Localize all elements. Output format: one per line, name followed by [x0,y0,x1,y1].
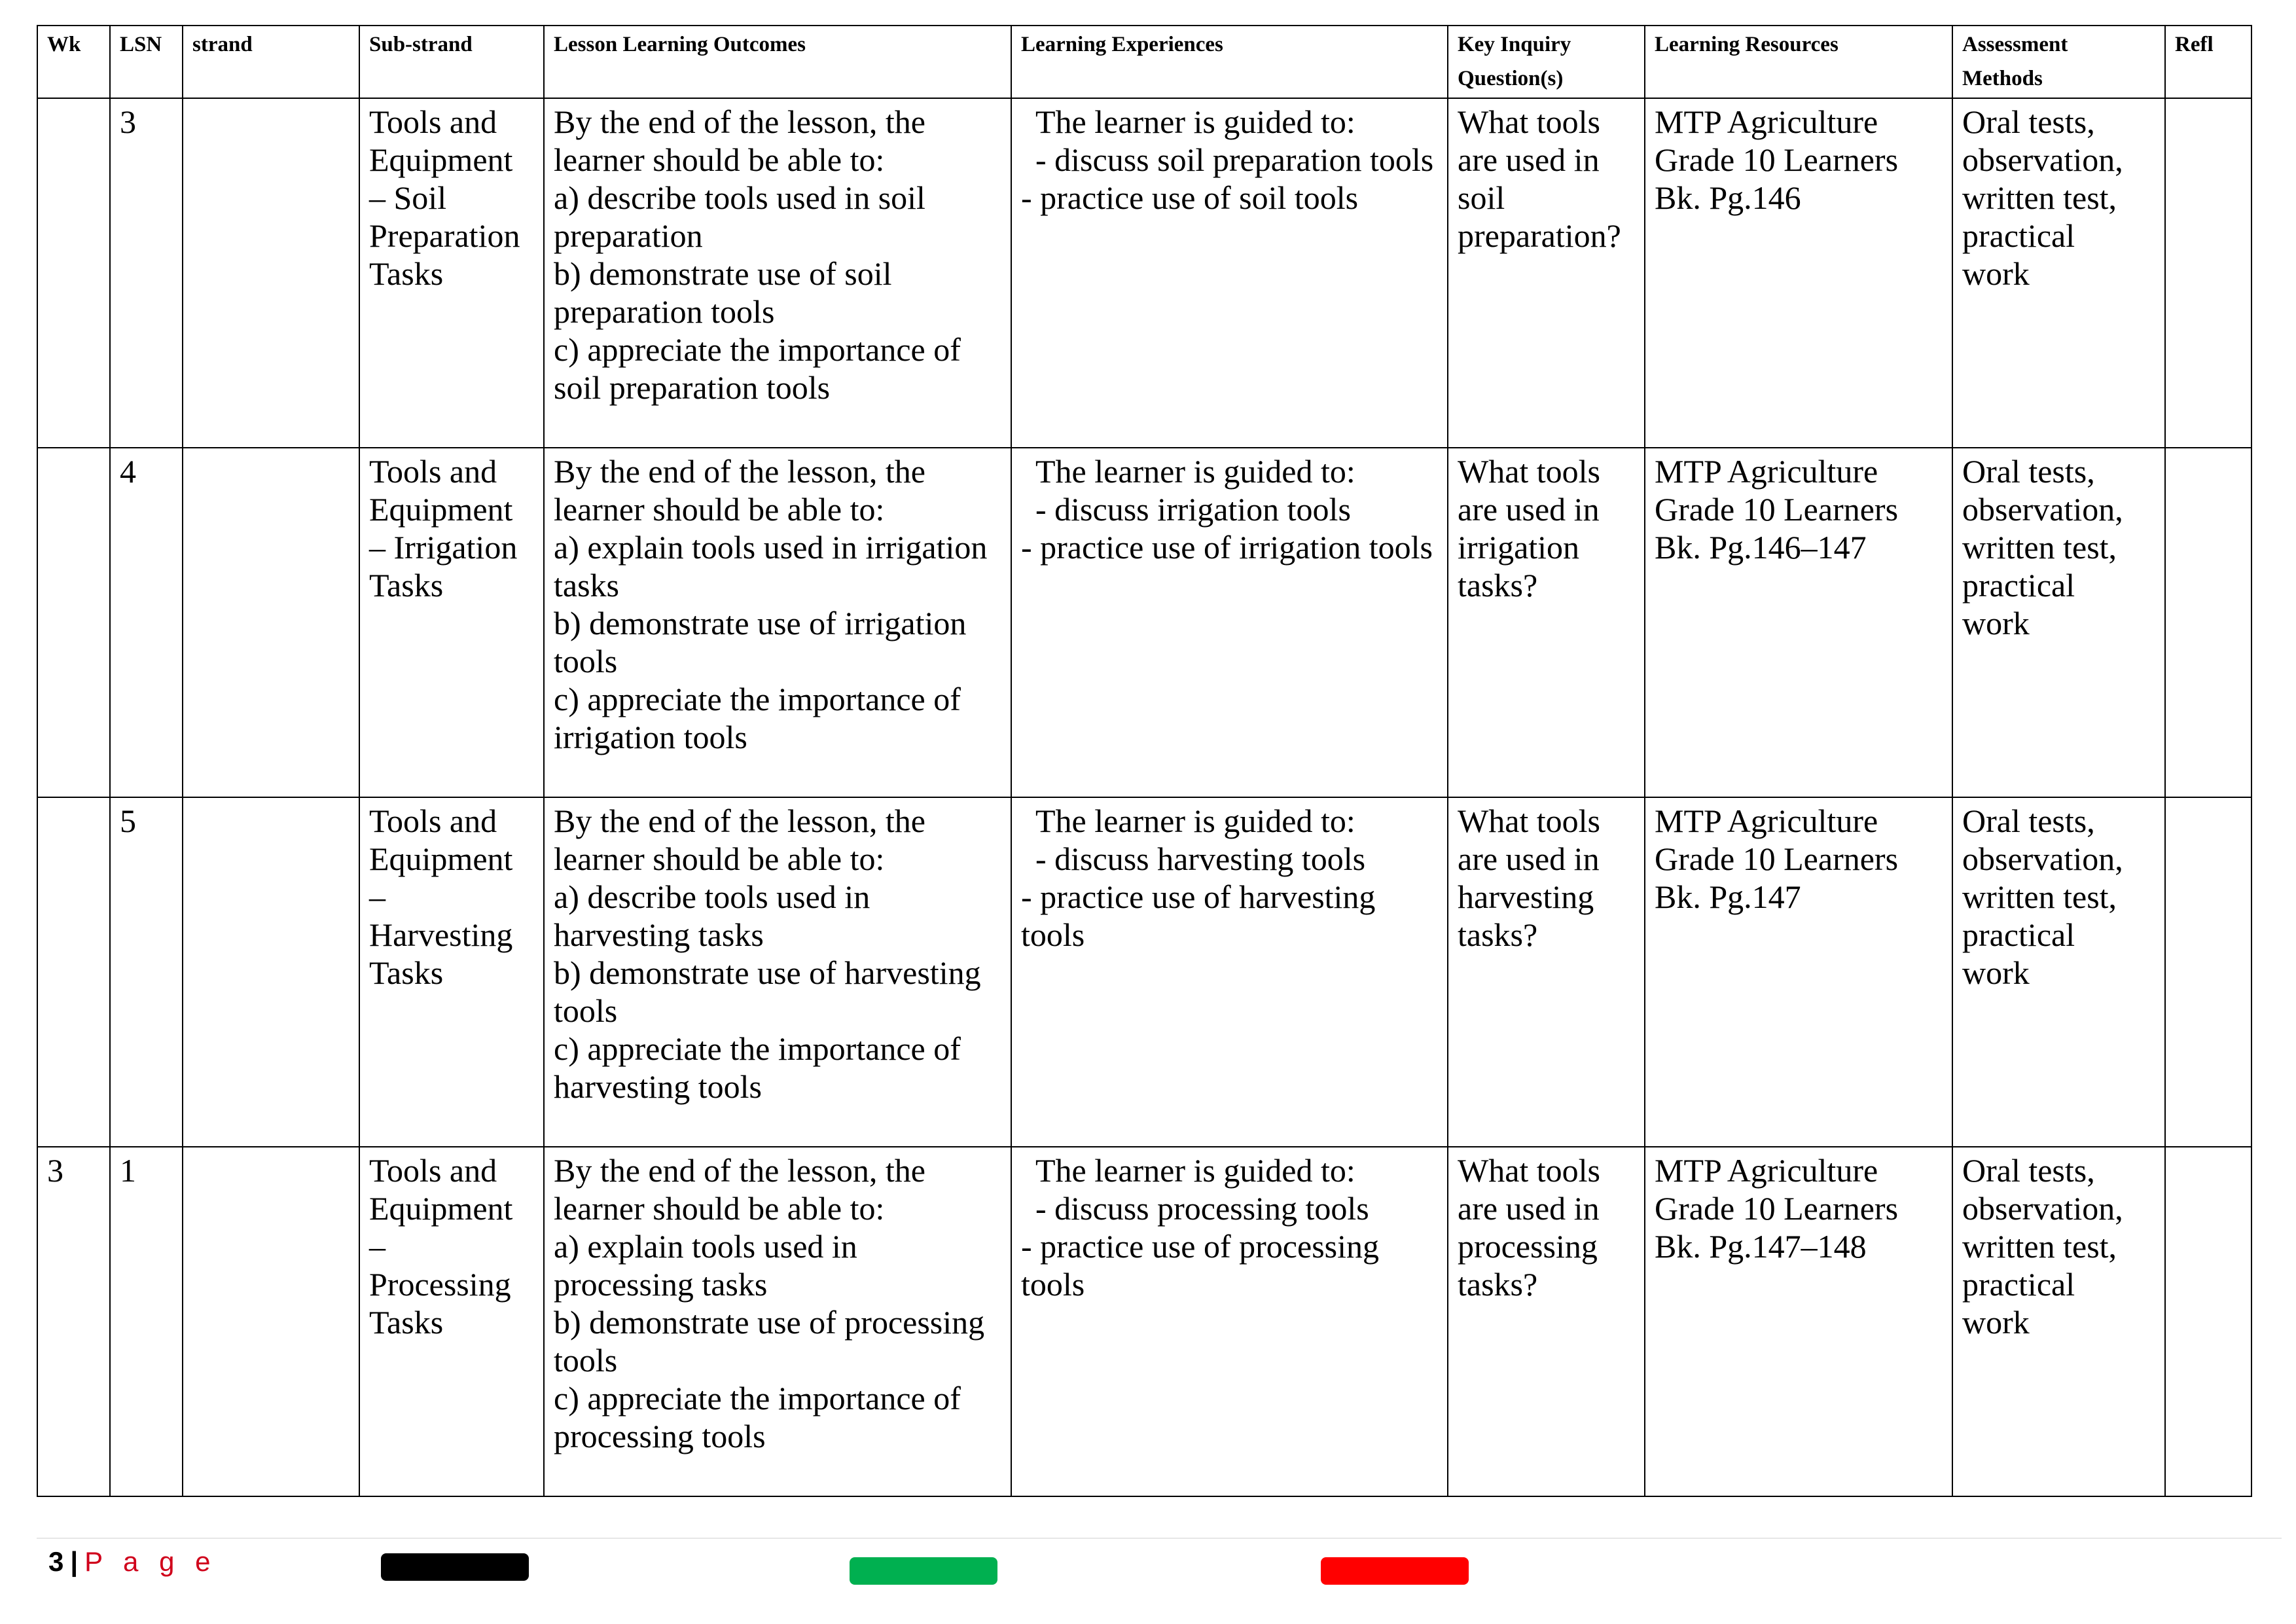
cell-strand [183,448,359,797]
outcomes-line: b) demonstrate use of irrigation [554,605,967,641]
header-resources: Learning Resources [1645,26,1952,98]
experiences-line: - discuss irrigation tools [1035,491,1351,528]
inquiry-line: What tools [1458,1152,1601,1189]
cell-wk [37,448,110,797]
outcomes-line: soil preparation tools [554,369,831,406]
outcomes-line: a) describe tools used in [554,878,870,915]
outcomes-line: processing tools [554,1418,766,1454]
cell-assessment [1952,98,2165,448]
substrand-line: Tools and [369,803,497,839]
cell-outcomes [544,797,1011,1147]
resources-line: MTP Agriculture [1655,1152,1878,1189]
outcomes-line: harvesting tasks [554,916,764,953]
experiences-line: The learner is guided to: [1035,453,1355,490]
cell-strand [183,98,359,448]
experiences-line: - discuss soil preparation tools [1035,141,1434,178]
footer-divider [37,1538,2282,1539]
inquiry-line: are used in [1458,1190,1600,1227]
header-wk: Wk [37,26,110,98]
header-lsn: LSN [110,26,183,98]
outcomes-line: a) describe tools used in soil [554,179,925,216]
outcomes-line: By the end of the lesson, the [554,453,925,490]
assessment-line: observation, [1962,491,2123,528]
resources-line: MTP Agriculture [1655,803,1878,839]
header-substrand: Sub-strand [359,26,544,98]
table-row [37,98,2251,448]
table-row [37,448,2251,797]
experiences-line: - practice use of irrigation tools [1021,529,1433,566]
header-assessment-line2: Methods [1962,67,2043,90]
substrand-line: Tasks [369,1304,444,1341]
outcomes-line: a) explain tools used in [554,1228,857,1265]
experiences-line: tools [1021,1266,1085,1303]
inquiry-line: What tools [1458,803,1601,839]
assessment-line: Oral tests, [1962,1152,2095,1189]
resources-line: Grade 10 Learners [1655,491,1899,528]
resources-line: Grade 10 Learners [1655,141,1899,178]
cell-assessment [1952,797,2165,1147]
cell-refl [2165,448,2251,797]
substrand-line: – [369,1228,386,1265]
cell-inquiry [1448,1147,1645,1496]
inquiry-line: soil [1458,179,1505,216]
table-body [37,98,2251,1496]
inquiry-line: preparation? [1458,217,1621,254]
resources-line: Bk. Pg.147–148 [1655,1228,1867,1265]
experiences-line: - practice use of soil tools [1021,179,1359,216]
outcomes-line: c) appreciate the importance of [554,1380,961,1416]
header-refl: Refl [2165,26,2251,98]
cell-strand [183,1147,359,1496]
experiences-line: - practice use of processing [1021,1228,1379,1265]
cell-resources [1645,797,1952,1147]
assessment-line: work [1962,954,2030,991]
experiences-line: - discuss harvesting tools [1035,840,1366,877]
header-experiences: Learning Experiences [1011,26,1448,98]
substrand-line: Tasks [369,954,444,991]
cell-refl [2165,1147,2251,1496]
header-inquiry [1448,26,1645,98]
substrand-line: Processing [369,1266,511,1303]
cell-resources [1645,98,1952,448]
cell-experiences [1011,448,1448,797]
substrand-line: – Soil [369,179,447,216]
table-row [37,1147,2251,1496]
outcomes-line: By the end of the lesson, the [554,103,925,140]
outcomes-line: preparation tools [554,293,775,330]
outcomes-line: tools [554,643,618,679]
resources-line: Grade 10 Learners [1655,1190,1899,1227]
table-row [37,797,2251,1147]
outcomes-line: c) appreciate the importance of [554,331,961,368]
substrand-line: Tools and [369,453,497,490]
assessment-line: work [1962,605,2030,641]
assessment-line: Oral tests, [1962,803,2095,839]
inquiry-line: tasks? [1458,1266,1538,1303]
substrand-line: Equipment [369,840,513,877]
cell-inquiry [1448,797,1645,1147]
substrand-line: – Irrigation [369,529,518,566]
outcomes-line: learner should be able to: [554,141,885,178]
outcomes-line: By the end of the lesson, the [554,803,925,839]
experiences-line: - practice use of harvesting [1021,878,1376,915]
assessment-line: written test, [1962,1228,2117,1265]
resources-line: MTP Agriculture [1655,453,1878,490]
assessment-line: work [1962,1304,2030,1341]
substrand-line: Equipment [369,491,513,528]
cell-strand [183,797,359,1147]
substrand-line: Tools and [369,1152,497,1189]
page-footer [48,1542,217,1581]
black-bar [381,1553,529,1581]
inquiry-line: processing [1458,1228,1598,1265]
page-separator: | [70,1546,79,1577]
outcomes-line: By the end of the lesson, the [554,1152,925,1189]
cell-resources [1645,1147,1952,1496]
substrand-line: Equipment [369,141,513,178]
outcomes-line: a) explain tools used in irrigation [554,529,988,566]
cell-wk [37,797,110,1147]
inquiry-line: are used in [1458,141,1600,178]
green-bar [850,1557,997,1585]
cell-experiences [1011,98,1448,448]
experiences-line: The learner is guided to: [1035,103,1355,140]
outcomes-line: tools [554,1342,618,1379]
substrand-line: Tasks [369,567,444,604]
cell-outcomes [544,448,1011,797]
experiences-line: The learner is guided to: [1035,803,1355,839]
experiences-line: tools [1021,916,1085,953]
outcomes-line: c) appreciate the importance of [554,1030,961,1067]
assessment-line: practical [1962,217,2075,254]
substrand-line: Preparation [369,217,520,254]
assessment-line: observation, [1962,141,2123,178]
outcomes-line: learner should be able to: [554,1190,885,1227]
cell-experiences [1011,797,1448,1147]
cell-lsn: 1 [110,1147,183,1496]
resources-line: Bk. Pg.146–147 [1655,529,1867,566]
inquiry-line: are used in [1458,840,1600,877]
scheme-of-work-table [37,25,2252,1497]
outcomes-line: tasks [554,567,619,604]
cell-inquiry [1448,98,1645,448]
cell-resources [1645,448,1952,797]
cell-wk [37,98,110,448]
cell-wk: 3 [37,1147,110,1496]
header-inquiry-line1: Key Inquiry [1458,33,1571,56]
assessment-line: written test, [1962,179,2117,216]
page-number: 3 [48,1546,64,1577]
outcomes-line: preparation [554,217,703,254]
assessment-line: practical [1962,916,2075,953]
outcomes-line: b) demonstrate use of processing [554,1304,985,1341]
cell-substrand [359,1147,544,1496]
assessment-line: practical [1962,567,2075,604]
header-assessment [1952,26,2165,98]
assessment-line: written test, [1962,878,2117,915]
outcomes-line: b) demonstrate use of soil [554,255,892,292]
resources-line: Bk. Pg.147 [1655,878,1801,915]
outcomes-line: learner should be able to: [554,840,885,877]
red-bar [1321,1557,1469,1585]
outcomes-line: irrigation tools [554,719,747,755]
substrand-line: Harvesting [369,916,513,953]
assessment-line: observation, [1962,840,2123,877]
inquiry-line: What tools [1458,453,1601,490]
inquiry-line: irrigation [1458,529,1580,566]
cell-lsn: 3 [110,98,183,448]
cell-assessment [1952,448,2165,797]
cell-substrand [359,98,544,448]
assessment-line: practical [1962,1266,2075,1303]
cell-substrand [359,797,544,1147]
resources-line: Bk. Pg.146 [1655,179,1801,216]
cell-lsn: 5 [110,797,183,1147]
cell-substrand [359,448,544,797]
assessment-line: Oral tests, [1962,453,2095,490]
header-row [37,26,2251,98]
cell-outcomes [544,98,1011,448]
cell-refl [2165,98,2251,448]
substrand-line: Equipment [369,1190,513,1227]
header-outcomes: Lesson Learning Outcomes [544,26,1011,98]
assessment-line: written test, [1962,529,2117,566]
cell-lsn: 4 [110,448,183,797]
inquiry-line: are used in [1458,491,1600,528]
resources-line: MTP Agriculture [1655,103,1878,140]
cell-assessment [1952,1147,2165,1496]
substrand-line: Tools and [369,103,497,140]
inquiry-line: harvesting [1458,878,1594,915]
outcomes-line: harvesting tools [554,1068,762,1105]
experiences-line: The learner is guided to: [1035,1152,1355,1189]
assessment-line: Oral tests, [1962,103,2095,140]
inquiry-line: tasks? [1458,567,1538,604]
header-inquiry-line2: Question(s) [1458,67,1564,90]
resources-line: Grade 10 Learners [1655,840,1899,877]
header-strand: strand [183,26,359,98]
outcomes-line: learner should be able to: [554,491,885,528]
experiences-line: - discuss processing tools [1035,1190,1369,1227]
assessment-line: observation, [1962,1190,2123,1227]
cell-refl [2165,797,2251,1147]
substrand-line: – [369,878,386,915]
substrand-line: Tasks [369,255,444,292]
outcomes-line: c) appreciate the importance of [554,681,961,717]
outcomes-line: tools [554,992,618,1029]
header-assessment-line1: Assessment [1962,33,2068,56]
page-word: P a g e [84,1546,217,1577]
cell-experiences [1011,1147,1448,1496]
inquiry-line: What tools [1458,103,1601,140]
assessment-line: work [1962,255,2030,292]
cell-outcomes [544,1147,1011,1496]
outcomes-line: processing tasks [554,1266,768,1303]
outcomes-line: b) demonstrate use of harvesting [554,954,981,991]
cell-inquiry [1448,448,1645,797]
inquiry-line: tasks? [1458,916,1538,953]
